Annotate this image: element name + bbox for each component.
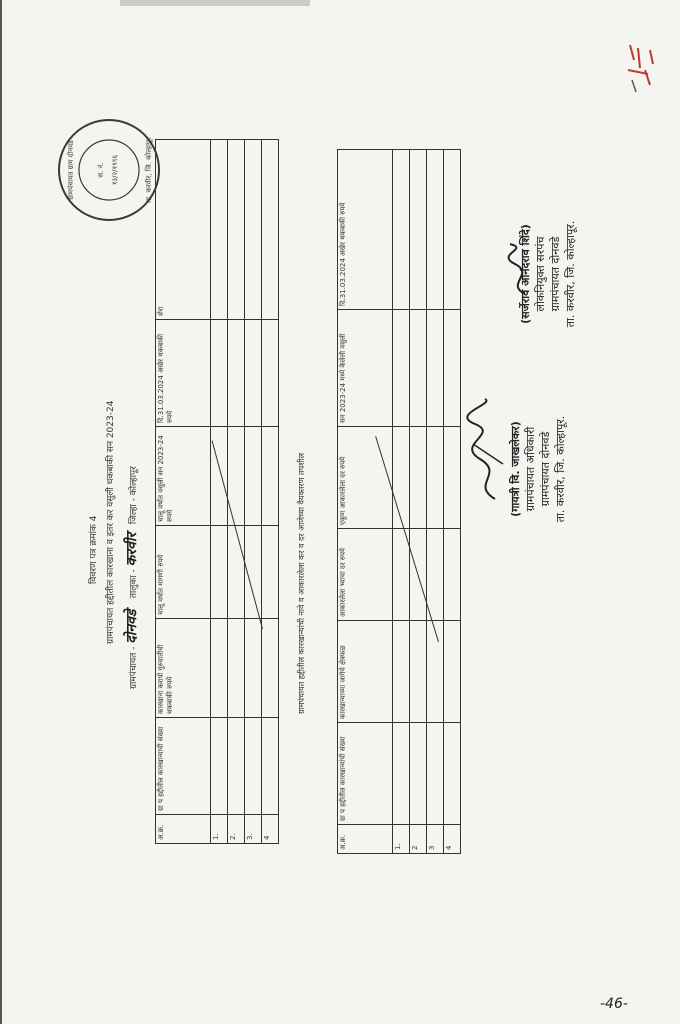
signatory-right-address: ता. करवीर, जि. कोल्हापूर. <box>564 220 577 328</box>
gp-line <box>122 466 141 689</box>
seal-line1: ग्रामपंचायत ग्राम दोनवडे <box>67 140 75 200</box>
table2-subtitle: ग्रामपंचायत हद्दीतील कारखान्यांची नावे व आकारलेला कर व दर आणेच्या वैयक्तरण तपशील <box>297 452 306 714</box>
taluka-name: करवीर <box>124 532 140 567</box>
table-row <box>245 140 262 844</box>
table-row <box>262 140 279 844</box>
table-header-row <box>156 140 211 844</box>
row-serial: 1. <box>393 825 410 854</box>
district-label: जिल्हा - कोल्हापूर <box>129 466 139 525</box>
page-number: -46- <box>600 996 628 1012</box>
signatory-right-name: (सर्जेराव आनंदराव शिंदे) <box>519 224 532 324</box>
row-serial: 3 <box>427 825 444 854</box>
row-serial: 1. <box>211 815 228 844</box>
signatory-left-office: ग्रामपंचायत दोनवडे <box>539 431 552 507</box>
col-rate-levied: आकारलेला भ्याचा दर रुपये <box>338 529 393 621</box>
form-title: विवरण पत्र क्रमांक 4 <box>89 515 99 584</box>
col-factory-area: कारखान्याच्या जागेचे क्षेत्रफळ <box>338 621 393 723</box>
signatory-right-designation: लोकनियुक्त सरपंच <box>534 236 547 312</box>
row-serial: 4 <box>444 825 461 854</box>
gp-name: दोनवडे <box>124 609 140 644</box>
table-header-row <box>338 150 393 854</box>
signatory-right-office: ग्रामपंचायत दोनवडे <box>549 236 562 312</box>
taluka-label: तालुका - <box>129 569 139 599</box>
signatory-left-designation: ग्रामपंचायत अधिकारी <box>524 426 537 512</box>
col-closing-arrears: दि.31.03.2024 अखेर थकबाकी रुपये <box>338 150 393 310</box>
signatory-left-address: ता. करवीर, जि. कोल्हापूर. <box>554 415 567 523</box>
col-closing-arrears: दि.31.03.2024 अखेर थकबाकी रुपये <box>156 320 211 427</box>
table-factory-details <box>337 149 461 854</box>
col-factory-count: ग्रा प हद्दीतील कारखान्यांची संख्या <box>338 723 393 825</box>
signatory-left-name: (गायत्री वि. जाखलेकर) <box>509 421 522 517</box>
seal-line3: १३/२/१९९६ <box>111 154 119 186</box>
table-row <box>228 140 245 844</box>
seal-line4: ता. करवीर, जि. कोल्हापूर <box>145 137 153 203</box>
col-current-demand: चालू वर्षात मागणी रुपये <box>156 526 211 619</box>
col-recovery: सन 2023-24 मध्ये केलेली वसुली <box>338 310 393 427</box>
gram-panchayat-seal <box>55 116 163 224</box>
row-serial: 2 <box>410 825 427 854</box>
table-row <box>427 150 444 854</box>
signatory-right-block <box>518 164 578 384</box>
table-row <box>410 150 427 854</box>
signatory-left-block <box>508 369 568 569</box>
gp-label: ग्रामपंचायत - <box>129 646 139 689</box>
signature-left <box>465 394 510 504</box>
col-serial: अ.क्र. <box>338 825 393 854</box>
row-serial: 2. <box>228 815 245 844</box>
col-total-rate: एकूण आकारलेला दर रुपये <box>338 427 393 529</box>
col-opening-arrears: कारखाना करापो गुरुवातीची थकबाकी रुपये <box>156 619 211 718</box>
col-serial: अ.क्र. <box>156 815 211 844</box>
table-row <box>444 150 461 854</box>
table-outstanding-tax <box>155 139 279 844</box>
seal-line2: स. नं. <box>97 162 105 178</box>
row-serial: 3. <box>245 815 262 844</box>
col-remarks: शेरा <box>156 140 211 320</box>
form-heading: ग्रामपंचायत हद्दीतील कारखाना व इतर कर वसुली थकबाकी सन 2023-24 <box>106 400 116 644</box>
row-serial: 4 <box>262 815 279 844</box>
col-current-recovery: चालू वर्षात वसुली सन 2023-24 रुपये <box>156 427 211 526</box>
col-factory-count: ग्रा प हद्दीतील कारखान्याची संख्या <box>156 718 211 815</box>
